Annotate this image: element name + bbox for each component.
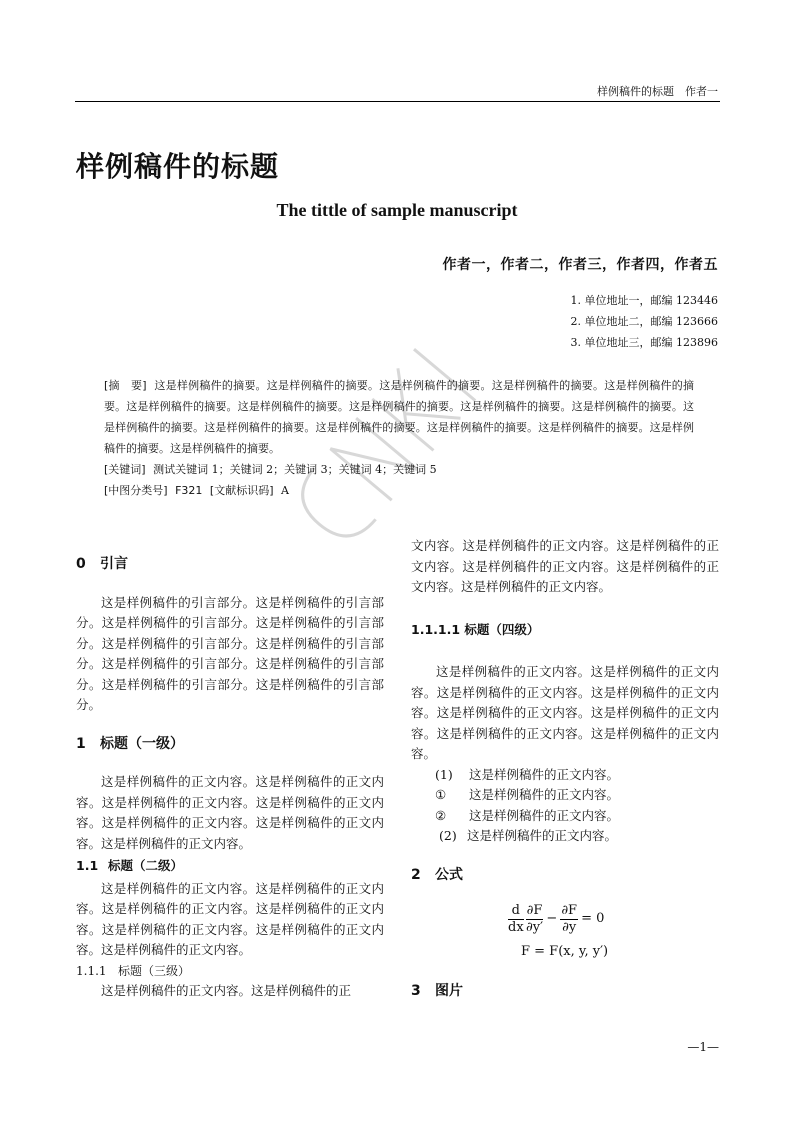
formula-block xyxy=(411,903,719,963)
section-number: 2 xyxy=(411,866,421,883)
function-definition: F = F(x, y, y′) xyxy=(521,944,609,959)
affiliation-item: 3. 单位地址三，邮编 123896 xyxy=(570,336,718,349)
section-title: 标题（二级） xyxy=(108,858,184,873)
list-marker: ① xyxy=(435,787,447,802)
section-heading-intro xyxy=(76,554,384,575)
list-text: 这是样例稿件的正文内容。 xyxy=(467,828,618,843)
english-title: The tittle of sample manuscript xyxy=(276,200,518,220)
affiliation-item: 2. 单位地址二，邮编 123666 xyxy=(570,315,718,328)
section-heading-2 xyxy=(411,865,719,886)
section-heading-1 xyxy=(76,734,384,755)
section-title: 标题（一级） xyxy=(100,735,184,752)
list-marker: ② xyxy=(435,807,447,823)
right-column xyxy=(411,536,719,1019)
section-title: 引言 xyxy=(100,556,128,572)
doc-code-label: [文献标识码] xyxy=(209,484,274,497)
list-text: 这是样例稿件的正文内容。 xyxy=(469,787,620,802)
body-paragraph: 这是样例稿件的正文内容。这是样例稿件的正 xyxy=(101,983,352,998)
section-number: 1.1.1 xyxy=(76,963,107,978)
page-number: —1— xyxy=(687,1040,719,1054)
section-title: 公式 xyxy=(435,866,463,883)
subsubsection-heading-1-1-1 xyxy=(76,961,384,982)
list-item xyxy=(411,785,719,806)
left-column xyxy=(76,536,384,1002)
running-header: 样例稿件的标题 作者一 xyxy=(597,85,718,98)
keywords-label: [关键词] xyxy=(104,463,146,476)
doc-code-value: A xyxy=(281,484,289,497)
subsection-heading-1-1 xyxy=(76,856,384,877)
section-number: 0 xyxy=(76,556,86,572)
list-text: 这是样例稿件的正文内容。 xyxy=(469,766,620,782)
section-title: 标题（三级） xyxy=(118,963,191,978)
fraction: $\frac{\partial F}{\partial y'}$ xyxy=(526,903,544,935)
keywords xyxy=(104,459,694,480)
section-title: 图片 xyxy=(435,982,463,999)
section-heading-3 xyxy=(411,981,719,1002)
list-item xyxy=(411,765,719,786)
heading-1-1-1-1 xyxy=(411,620,719,641)
abstract-block xyxy=(104,375,694,501)
header-rule xyxy=(75,101,720,102)
body-paragraph-continued: 文内容。这是样例稿件的正文内容。这是样例稿件的正文内容。这是样例稿件的正文内容。这是样例稿件的正文内容。这是样例稿件的正文内容。 xyxy=(411,538,719,594)
body-paragraph: 这是样例稿件的正文内容。这是样例稿件的正文内容。这是样例稿件的正文内容。这是样例稿件的正文内容。这是样例稿件的正文内容。这是样例稿件的正文内容。这是样例稿件的正文内容。 xyxy=(76,774,384,851)
affiliation-item: 1. 单位地址一，邮编 123446 xyxy=(570,294,718,307)
section-number: 1 xyxy=(76,735,86,752)
section-number: 1.1 xyxy=(76,858,99,873)
affiliations xyxy=(571,290,718,353)
section-title: 标题（四级） xyxy=(464,621,540,637)
abstract-text: 这是样例稿件的摘要。这是样例稿件的摘要。这是样例稿件的摘要。这是样例稿件的摘要。这是样例稿件的摘要。这是样例稿件的摘要。这是样例稿件的摘要。这是样例稿件的摘要。这是样例稿件的摘要。这是样例稿件的摘要。这是样例稿件的摘要。这是样例稿件的摘要。这是样例稿件的摘要。这是样例稿件的摘要。这是样例稿件的摘要。这是样例稿件的摘要。这是样例稿件的摘要。 xyxy=(104,379,694,455)
fraction: $\frac{\partial F}{\partial y}$ xyxy=(561,903,578,935)
body-paragraph: 这是样例稿件的正文内容。这是样例稿件的正文内容。这是样例稿件的正文内容。这是样例稿件的正文内容。这是样例稿件的正文内容。这是样例稿件的正文内容。这是样例稿件的正文内容。这是样例稿件的正文内容。 xyxy=(411,664,719,761)
list-marker: (1) xyxy=(435,766,453,782)
list-marker: (2) xyxy=(439,828,457,843)
clc-value: F321 xyxy=(175,484,203,497)
clc-label: [中图分类号] xyxy=(104,484,168,497)
intro-paragraph: 这是样例稿件的引言部分。这是样例稿件的引言部分。这是样例稿件的引言部分。这是样例稿件的引言部分。这是样例稿件的引言部分。这是样例稿件的引言部分。这是样例稿件的引言部分。这是样例稿件的引言部分。这是样例稿件的引言部分。这是样例稿件的引言部分。 xyxy=(76,594,384,712)
abstract-label: [摘 要] xyxy=(104,379,147,392)
list-item xyxy=(411,806,719,827)
keywords-text: 测试关键词 1；关键词 2；关键词 3；关键词 4；关键词 5 xyxy=(153,463,437,476)
chinese-title: 样例稿件的标题 xyxy=(76,150,280,183)
abstract xyxy=(104,375,694,459)
list-text: 这是样例稿件的正文内容。 xyxy=(469,807,620,823)
body-paragraph: 这是样例稿件的正文内容。这是样例稿件的正文内容。这是样例稿件的正文内容。这是样例稿件的正文内容。这是样例稿件的正文内容。这是样例稿件的正文内容。这是样例稿件的正文内容。 xyxy=(76,880,384,957)
euler-lagrange-equation xyxy=(507,903,719,936)
fraction: $\frac{d}{dx}$ xyxy=(508,903,524,935)
section-number: 1.1.1.1 xyxy=(411,621,461,637)
classification xyxy=(104,480,694,501)
minus-sign: − xyxy=(546,911,558,927)
equals-zero: = 0 xyxy=(581,911,605,927)
list-item xyxy=(411,826,719,847)
section-number: 3 xyxy=(411,982,421,999)
author-list: 作者一，作者二，作者三，作者四，作者五 xyxy=(442,257,718,273)
